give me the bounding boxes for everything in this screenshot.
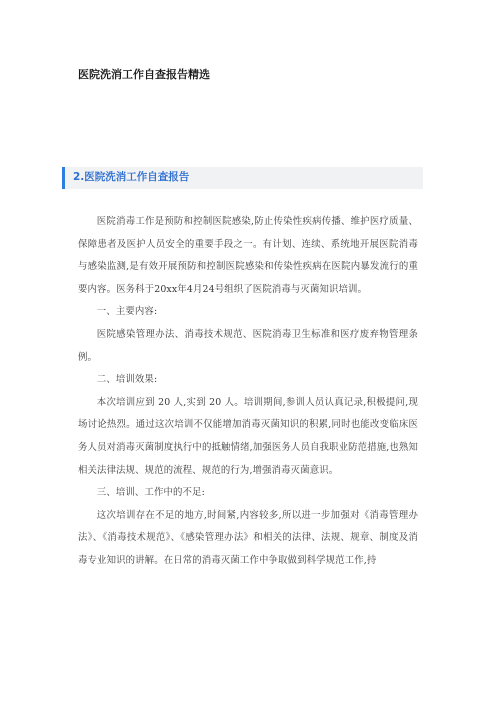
document-body [78,211,418,573]
paragraph-heading-main-content: 一、主要内容: [96,306,158,318]
section-heading: 2.医院洗消工作自查报告 [73,171,190,183]
paragraph-training-effect: 本次培训应到 20 人,实到 20 人。培训期间,参训人员认真记录,积极提问,现场讨论热烈。通过这次培训不仅能增加消毒灭菌知识的积累,同时也能改变临床医务人员对消毒灭菌制度执行中的抵触情绪,加强医务人员自我职业防范措施,也熟知相关法律法规、规范的流程、规范的行为,增强消毒灭菌意识。 [78,396,418,476]
paragraph-heading-shortcomings: 三、培训、工作中的不足: [96,487,205,499]
paragraph-intro: 医院消毒工作是预防和控制医院感染,防止传染性疾病传播、维护医疗质量、保障患者及医护人员安全的重要手段之一。有计划、连续、系统地开展医院消毒与感染监测,是有效开展预防和控制医院感染和传染性疾病在医院内暴发流行的重要内容。医务科于20xx年4月24号组织了医院消毒与灭菌知识培训。 [78,216,418,295]
paragraph-shortcomings: 这次培训存在不足的地方,时间紧,内容较多,所以进一步加强对《消毒管理办法》、《消毒技术规范》、《感染管理办法》和相关的法律、法规、规章、制度及消毒专业知识的讲解。在日常的消毒灭菌工作中争取做到科学规范工作,持 [78,509,418,566]
document-title: 医院洗消工作自查报告精选 [78,68,210,81]
paragraph-heading-training-effect: 二、培训效果: [96,374,158,386]
paragraph-main-content: 医院感染管理办法、消毒技术规范、医院消毒卫生标准和医疗废弃物管理条例。 [78,328,418,363]
section-header [62,167,423,189]
